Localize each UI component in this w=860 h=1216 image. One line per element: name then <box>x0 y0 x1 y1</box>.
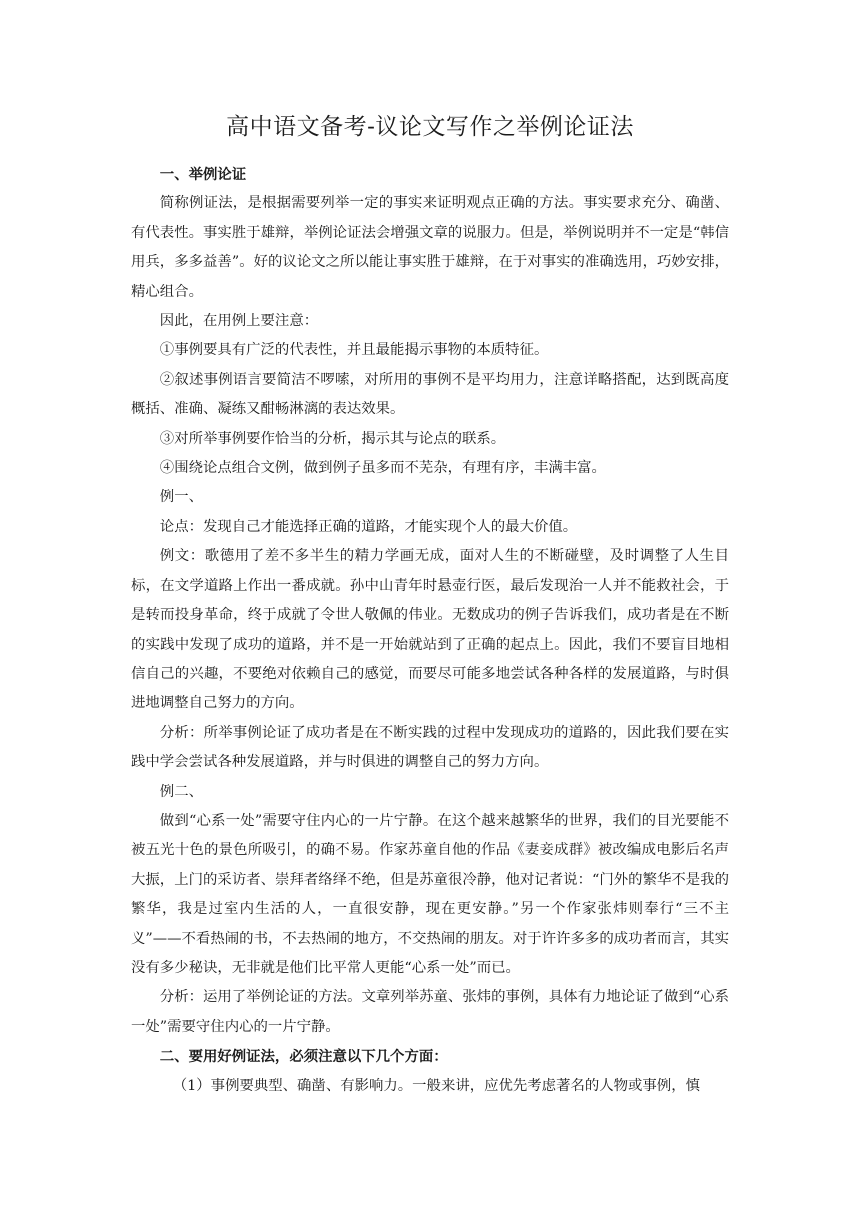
paragraph: 分析：运用了举例论证的方法。文章列举苏童、张炜的事例，具体有力地论证了做到“心系一处”需要守住内心的一片宁静。 <box>131 989 729 1035</box>
document-body <box>131 160 729 1101</box>
paragraph: 因此，在用例上要注意： <box>159 313 319 330</box>
paragraph: ③对所举事例要作恰当的分析，揭示其与论点的联系。 <box>159 430 506 447</box>
document-title: 高中语文备考-议论文写作之举例论证法 <box>226 114 634 140</box>
paragraph: 例一、 <box>159 489 203 506</box>
document-page <box>131 110 729 1101</box>
paragraph: 简称例证法，是根据需要列举一定的事实来证明观点正确的方法。事实要求充分、确凿、有代表性。事实胜于雄辩，举例论证法会增强文章的说服力。但是，举例说明并不一定是“韩信用兵，多多益善”。好的议论文之所以能让事实胜于雄辩，在于对事实的准确选用，巧妙安排，精心组合。 <box>131 195 729 300</box>
paragraph: 论点：发现自己才能选择正确的道路，才能实现个人的最大价值。 <box>159 518 578 535</box>
paragraph: ①事例要具有广泛的代表性，并且最能揭示事物的本质特征。 <box>159 342 549 359</box>
section-heading: 一、举例论证 <box>159 166 247 183</box>
paragraph: 例文：歌德用了差不多半生的精力学画无成，面对人生的不断碰壁，及时调整了人生目标，在文学道路上作出一番成就。孙中山青年时悬壶行医，最后发现治一人并不能救社会，于是转而投身革命，终于成就了令世人敬佩的伟业。无数成功的例子告诉我们，成功者是在不断的实践中发现了成功的道路，并不是一开始就站到了正确的起点上。因此，我们不要盲目地相信自己的兴趣，不要绝对依赖自己的感觉，而要尽可能多地尝试各种各样的发展道路，与时俱进地调整自己努力的方向。 <box>131 548 729 712</box>
paragraph: ②叙述事例语言要简洁不啰嗦，对所用的事例不是平均用力，注意详略搭配，达到既高度概括、准确、凝练又酣畅淋漓的表达效果。 <box>131 371 729 418</box>
paragraph: （1）事例要典型、确凿、有影响力。一般来讲，应优先考虑著名的人物或事例，慎 <box>172 1077 700 1094</box>
paragraph: 做到“心系一处”需要守住内心的一片宁静。在这个越来越繁华的世界，我们的目光要能不被五光十色的景色所吸引，的确不易。作家苏童自他的作品《妻妾成群》被改编成电影后名声大振，上门的采访者、崇拜者络绎不绝，但是苏童很冷静，他对记者说：“门外的繁华不是我的繁华，我是过室内生活的人，一直很安静，现在更安静。”另一个作家张炜则奉行“三不主义”——不看热闹的书，不去热闹的地方，不交热闹的朋友。对于许许多多的成功者而言，其实没有多少秘诀，无非就是他们比平常人更能“心系一处”而已。 <box>131 812 729 976</box>
section-heading: 二、要用好例证法，必须注意以下几个方面： <box>159 1048 448 1066</box>
paragraph: 分析：所举事例论证了成功者是在不断实践的过程中发现成功的道路的，因此我们要在实践中学会尝试各种发展道路，并与时俱进的调整自己的努力方向。 <box>131 724 729 771</box>
paragraph: 例二、 <box>159 783 203 800</box>
paragraph: ④围绕论点组合文例，做到例子虽多而不芜杂，有理有序，丰满丰富。 <box>159 460 606 477</box>
